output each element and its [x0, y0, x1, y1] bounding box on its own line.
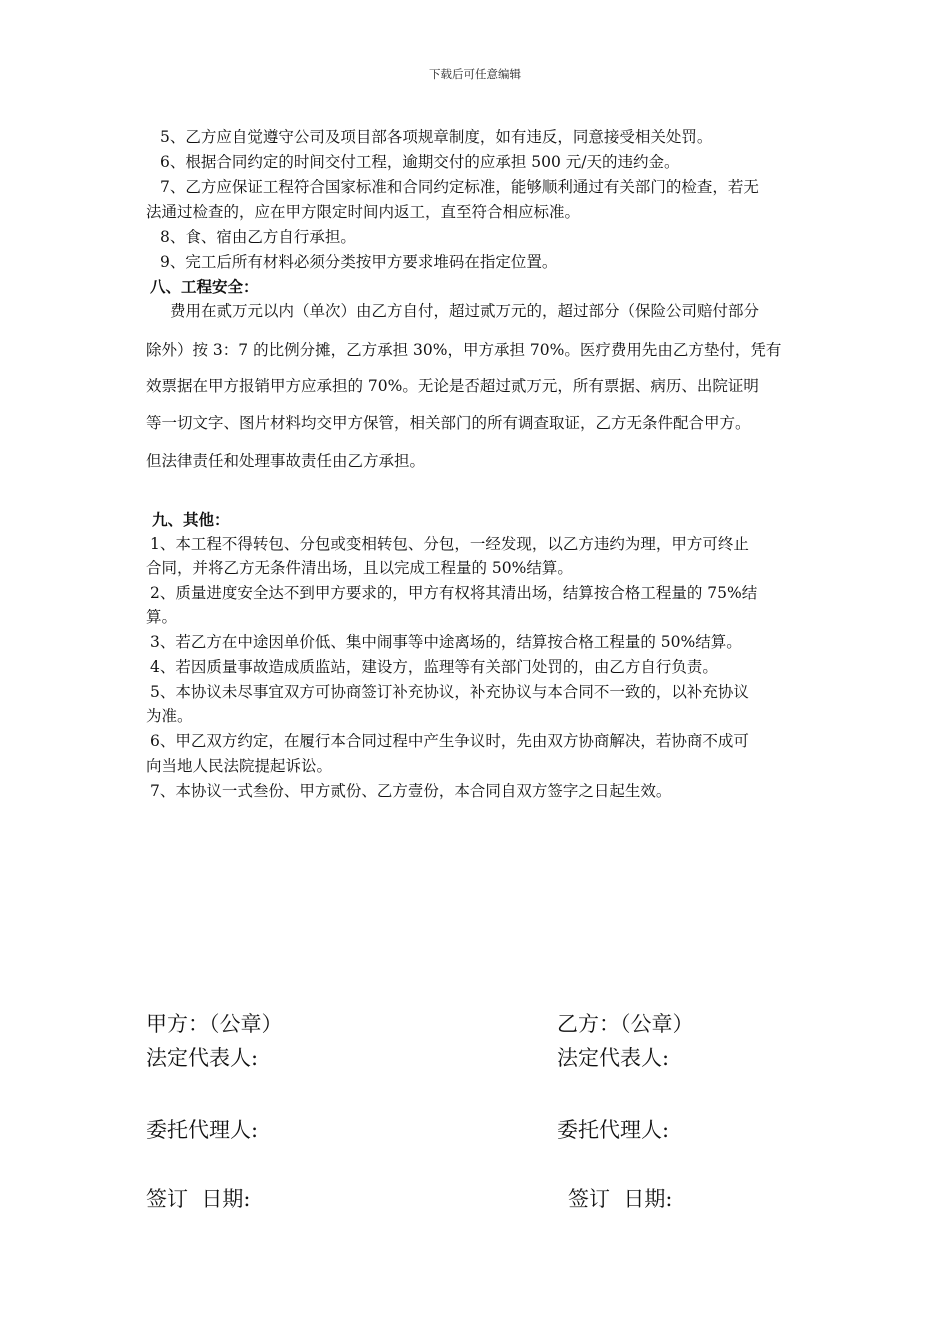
section-9-line: 2、质量进度安全达不到甲方要求的，甲方有权将其清出场，结算按合格工程量的 75%结 — [150, 584, 758, 602]
clause-9: 9、完工后所有材料必须分类按甲方要求堆码在指定位置。 — [160, 253, 558, 271]
party-a-agent: 委托代理人: — [146, 1118, 259, 1142]
party-a-date: 签订 日期: — [146, 1187, 251, 1211]
section-9-line: 为准。 — [146, 707, 193, 725]
header-note: 下载后可任意编辑 — [429, 67, 521, 81]
section-8-line: 等一切文字、图片材料均交甲方保管，相关部门的所有调查取证，乙方无条件配合甲方。 — [146, 414, 751, 432]
party-b-date: 签订 日期: — [568, 1187, 673, 1211]
section-9-line: 算。 — [146, 608, 178, 626]
clause-5: 5、乙方应自觉遵守公司及项目部各项规章制度，如有违反，同意接受相关处罚。 — [160, 128, 713, 146]
section-9-line: 4、若因质量事故造成质监站，建设方，监理等有关部门处罚的，由乙方自行负责。 — [150, 658, 718, 676]
clause-8: 8、食、宿由乙方自行承担。 — [160, 228, 356, 246]
section-9-line: 向当地人民法院提起诉讼。 — [146, 757, 333, 775]
section-9-line: 5、本协议未尽事宜双方可协商签订补充协议，补充协议与本合同不一致的，以补充协议 — [150, 683, 749, 701]
section-9-line: 6、甲乙双方约定，在履行本合同过程中产生争议时，先由双方协商解决，若协商不成可 — [150, 732, 749, 750]
clause-7: 7、乙方应保证工程符合国家标准和合同约定标准，能够顺利通过有关部门的检查，若无 — [160, 178, 759, 196]
party-a-legal-rep: 法定代表人: — [146, 1046, 259, 1070]
section-8-line: 效票据在甲方报销甲方应承担的 70%。无论是否超过贰万元，所有票据、病历、出院证明 — [146, 377, 759, 395]
section-8-title: 八、工程安全： — [150, 277, 259, 296]
section-9-line: 合同，并将乙方无条件清出场，且以完成工程量的 50%结算。 — [146, 559, 573, 577]
clause-6: 6、根据合同约定的时间交付工程，逾期交付的应承担 500 元/天的违约金。 — [160, 153, 680, 171]
section-9-title: 九、其他： — [152, 510, 230, 529]
party-b-legal-rep: 法定代表人: — [557, 1046, 670, 1070]
section-8-line: 除外）按 3：7 的比例分摊，乙方承担 30%，甲方承担 70%。医疗费用先由乙方垫付，凭有 — [146, 341, 782, 359]
section-9-line: 3、若乙方在中途因单价低、集中闹事等中途离场的，结算按合格工程量的 50%结算。 — [150, 633, 742, 651]
clause-7-cont: 法通过检查的，应在甲方限定时间内返工，直至符合相应标准。 — [146, 203, 581, 221]
party-b-agent: 委托代理人: — [557, 1118, 670, 1142]
section-9-line: 1、本工程不得转包、分包或变相转包、分包，一经发现，以乙方违约为理，甲方可终止 — [150, 535, 749, 553]
section-9-line: 7、本协议一式叁份、甲方贰份、乙方壹份，本合同自双方签字之日起生效。 — [150, 782, 672, 800]
section-8-line: 费用在贰万元以内（单次）由乙方自付，超过贰万元的，超过部分（保险公司赔付部分 — [170, 302, 760, 320]
party-b-seal: 乙方：（公章） — [557, 1012, 694, 1036]
section-8-line: 但法律责任和处理事故责任由乙方承担。 — [146, 452, 426, 470]
party-a-seal: 甲方：（公章） — [146, 1012, 283, 1036]
